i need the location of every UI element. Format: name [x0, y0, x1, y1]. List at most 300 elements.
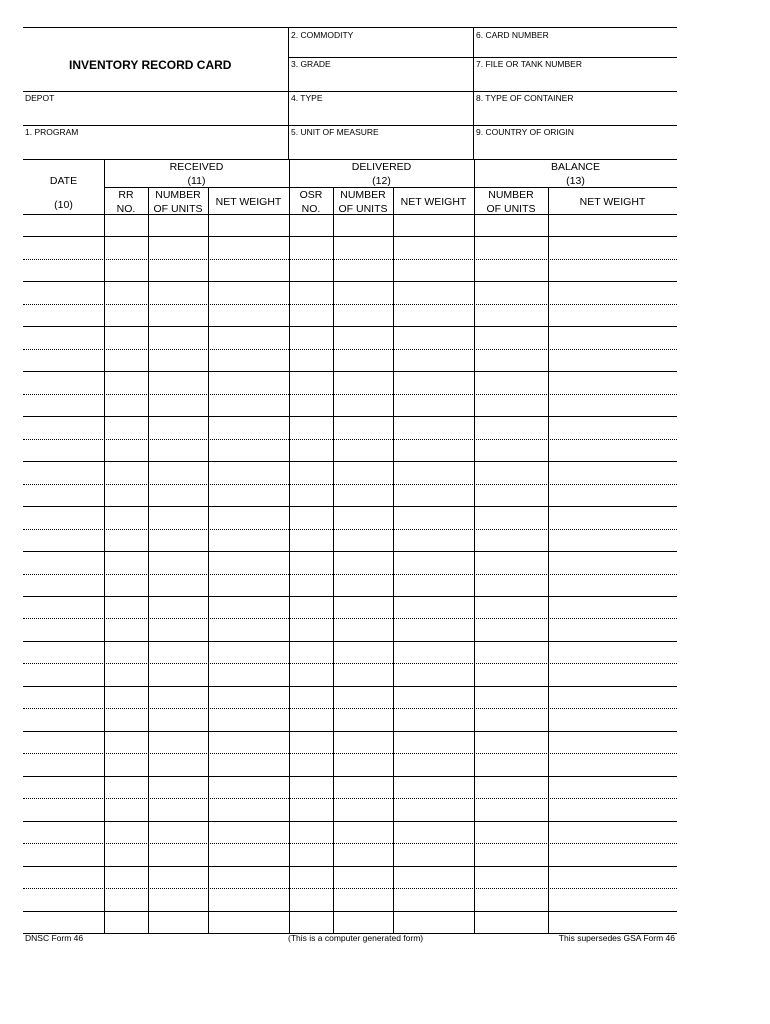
balance-units-cell[interactable]: [475, 642, 547, 662]
received-net-weight-cell[interactable]: [209, 732, 288, 752]
delivered-net-weight-cell[interactable]: [394, 642, 473, 662]
delivered-units-cell[interactable]: [334, 889, 392, 909]
balance-net-weight-cell[interactable]: [549, 282, 676, 302]
received-units-cell[interactable]: [149, 912, 207, 932]
date-cell[interactable]: [24, 575, 103, 595]
delivered-net-weight-cell[interactable]: [394, 530, 473, 550]
rr-no-cell[interactable]: [105, 350, 147, 370]
osr-no-cell[interactable]: [290, 642, 332, 662]
received-net-weight-cell[interactable]: [209, 485, 288, 505]
date-cell[interactable]: [24, 440, 103, 460]
date-cell[interactable]: [24, 619, 103, 639]
balance-net-weight-cell[interactable]: [549, 260, 676, 280]
delivered-net-weight-cell[interactable]: [394, 799, 473, 819]
rr-no-cell[interactable]: [105, 799, 147, 819]
rr-no-cell[interactable]: [105, 844, 147, 864]
header-rule-1: [288, 57, 677, 58]
delivered-units-cell[interactable]: [334, 867, 392, 887]
delivered-net-weight-cell[interactable]: [394, 822, 473, 842]
balance-units-cell[interactable]: [475, 552, 547, 572]
balance-net-weight-cell[interactable]: [549, 327, 676, 347]
delivered-net-weight-cell[interactable]: [394, 687, 473, 707]
balance-net-weight-cell[interactable]: [549, 754, 676, 774]
rr-no-cell[interactable]: [105, 867, 147, 887]
delivered-units-cell[interactable]: [334, 619, 392, 639]
received-units-cell[interactable]: [149, 822, 207, 842]
balance-net-weight-cell[interactable]: [549, 732, 676, 752]
received-net-weight-cell[interactable]: [209, 327, 288, 347]
date-cell[interactable]: [24, 485, 103, 505]
received-units-cell[interactable]: [149, 642, 207, 662]
rr-no-cell[interactable]: [105, 687, 147, 707]
date-cell[interactable]: [24, 912, 103, 932]
balance-units-cell[interactable]: [475, 327, 547, 347]
delivered-net-weight-cell[interactable]: [394, 395, 473, 415]
received-net-weight-cell[interactable]: [209, 215, 288, 235]
delivered-units-cell[interactable]: [334, 799, 392, 819]
rr-no-cell[interactable]: [105, 912, 147, 932]
balance-net-weight-cell[interactable]: [549, 350, 676, 370]
received-net-weight-cell[interactable]: [209, 575, 288, 595]
delivered-units-cell[interactable]: [334, 305, 392, 325]
delivered-net-weight-cell[interactable]: [394, 485, 473, 505]
balance-net-weight-cell[interactable]: [549, 619, 676, 639]
delivered-units-cell[interactable]: [334, 485, 392, 505]
osr-no-cell[interactable]: [290, 350, 332, 370]
delivered-units-cell[interactable]: [334, 282, 392, 302]
balance-net-weight-cell[interactable]: [549, 462, 676, 482]
received-units-cell[interactable]: [149, 327, 207, 347]
received-net-weight-cell[interactable]: [209, 664, 288, 684]
received-net-weight-cell[interactable]: [209, 530, 288, 550]
delivered-units-cell[interactable]: [334, 844, 392, 864]
received-units-cell[interactable]: [149, 350, 207, 370]
rr-no-cell[interactable]: [105, 822, 147, 842]
balance-units-cell[interactable]: [475, 912, 547, 932]
received-units-cell[interactable]: [149, 215, 207, 235]
delivered-net-weight-cell[interactable]: [394, 215, 473, 235]
balance-net-weight-cell[interactable]: [549, 642, 676, 662]
balance-units-cell[interactable]: [475, 867, 547, 887]
osr-no-cell[interactable]: [290, 619, 332, 639]
received-units-cell[interactable]: [149, 395, 207, 415]
osr-no-cell[interactable]: [290, 844, 332, 864]
unit-of-measure-label: 5. UNIT OF MEASURE: [291, 127, 379, 137]
received-net-weight-cell[interactable]: [209, 462, 288, 482]
rr-no-cell[interactable]: [105, 777, 147, 797]
delivered-net-weight-cell[interactable]: [394, 372, 473, 392]
osr-no-cell[interactable]: [290, 687, 332, 707]
balance-units-cell[interactable]: [475, 372, 547, 392]
delivered-net-weight-cell[interactable]: [394, 619, 473, 639]
received-net-weight-cell[interactable]: [209, 619, 288, 639]
balance-net-weight-cell[interactable]: [549, 867, 676, 887]
osr-no-cell[interactable]: [290, 305, 332, 325]
osr-no-cell[interactable]: [290, 282, 332, 302]
balance-units-cell[interactable]: [475, 799, 547, 819]
received-net-weight-cell[interactable]: [209, 440, 288, 460]
balance-column-number: (13): [566, 175, 585, 187]
delivered-net-weight-cell[interactable]: [394, 844, 473, 864]
balance-units-cell[interactable]: [475, 575, 547, 595]
rr-no-cell[interactable]: [105, 305, 147, 325]
osr-no-cell[interactable]: [290, 732, 332, 752]
received-units-cell[interactable]: [149, 237, 207, 257]
balance-units-cell[interactable]: [475, 440, 547, 460]
delivered-net-weight-cell[interactable]: [394, 552, 473, 572]
rr-no-cell[interactable]: [105, 440, 147, 460]
balance-units-cell[interactable]: [475, 777, 547, 797]
delivered-net-weight-cell[interactable]: [394, 417, 473, 437]
date-cell[interactable]: [24, 462, 103, 482]
rr-no-cell[interactable]: [105, 237, 147, 257]
osr-no-cell[interactable]: [290, 754, 332, 774]
rr-no-cell[interactable]: [105, 417, 147, 437]
balance-net-weight-cell[interactable]: [549, 237, 676, 257]
balance-units-cell[interactable]: [475, 530, 547, 550]
date-cell[interactable]: [24, 709, 103, 729]
received-units-cell[interactable]: [149, 732, 207, 752]
date-cell[interactable]: [24, 867, 103, 887]
received-net-weight-cell[interactable]: [209, 282, 288, 302]
osr-no-cell[interactable]: [290, 912, 332, 932]
delivered-units-cell[interactable]: [334, 327, 392, 347]
balance-units-cell[interactable]: [475, 462, 547, 482]
balance-units-cell[interactable]: [475, 687, 547, 707]
received-net-weight-cell[interactable]: [209, 822, 288, 842]
balance-net-weight-cell[interactable]: [549, 799, 676, 819]
delivered-units-cell[interactable]: [334, 350, 392, 370]
rr-header-line2: NO.: [116, 203, 136, 215]
delivered-units-cell[interactable]: [334, 530, 392, 550]
received-net-weight-cell[interactable]: [209, 417, 288, 437]
delivered-net-weight-cell[interactable]: [394, 709, 473, 729]
received-units-cell[interactable]: [149, 485, 207, 505]
date-cell[interactable]: [24, 282, 103, 302]
received-units-cell[interactable]: [149, 619, 207, 639]
date-cell[interactable]: [24, 237, 103, 257]
delivered-net-weight-cell[interactable]: [394, 440, 473, 460]
received-net-weight-cell[interactable]: [209, 642, 288, 662]
date-cell[interactable]: [24, 327, 103, 347]
rr-no-cell[interactable]: [105, 619, 147, 639]
date-cell[interactable]: [24, 822, 103, 842]
received-net-weight-cell[interactable]: [209, 687, 288, 707]
delivered-units-cell[interactable]: [334, 552, 392, 572]
received-net-weight-cell[interactable]: [209, 889, 288, 909]
delivered-net-weight-cell[interactable]: [394, 597, 473, 617]
osr-no-cell[interactable]: [290, 867, 332, 887]
rr-no-cell[interactable]: [105, 215, 147, 235]
rr-no-cell[interactable]: [105, 395, 147, 415]
osr-no-cell[interactable]: [290, 260, 332, 280]
balance-units-cell[interactable]: [475, 485, 547, 505]
received-net-weight-cell[interactable]: [209, 709, 288, 729]
balance-units-cell[interactable]: [475, 709, 547, 729]
date-cell[interactable]: [24, 754, 103, 774]
delivered-net-weight-cell[interactable]: [394, 237, 473, 257]
rr-no-cell[interactable]: [105, 507, 147, 527]
osr-no-cell[interactable]: [290, 777, 332, 797]
delivered-units-cell[interactable]: [334, 440, 392, 460]
balance-units-cell[interactable]: [475, 844, 547, 864]
osr-no-cell[interactable]: [290, 372, 332, 392]
rr-no-cell[interactable]: [105, 372, 147, 392]
date-cell[interactable]: [24, 395, 103, 415]
date-cell[interactable]: [24, 552, 103, 572]
received-net-weight-cell[interactable]: [209, 867, 288, 887]
delivered-header: DELIVERED: [351, 161, 412, 173]
rr-no-cell[interactable]: [105, 260, 147, 280]
delivered-units-cell[interactable]: [334, 237, 392, 257]
received-units-cell[interactable]: [149, 462, 207, 482]
osr-no-cell[interactable]: [290, 889, 332, 909]
rr-no-cell[interactable]: [105, 754, 147, 774]
balance-net-weight-cell[interactable]: [549, 777, 676, 797]
received-net-weight-cell[interactable]: [209, 507, 288, 527]
delivered-units-header-line1: NUMBER: [340, 189, 386, 201]
date-cell[interactable]: [24, 664, 103, 684]
received-net-weight-cell[interactable]: [209, 754, 288, 774]
rr-no-cell[interactable]: [105, 664, 147, 684]
delivered-net-weight-cell[interactable]: [394, 754, 473, 774]
received-net-weight-cell[interactable]: [209, 260, 288, 280]
date-cell[interactable]: [24, 889, 103, 909]
balance-net-weight-cell[interactable]: [549, 215, 676, 235]
delivered-net-weight-cell[interactable]: [394, 867, 473, 887]
received-net-weight-cell[interactable]: [209, 844, 288, 864]
osr-no-cell[interactable]: [290, 664, 332, 684]
osr-no-cell[interactable]: [290, 799, 332, 819]
received-units-cell[interactable]: [149, 282, 207, 302]
rr-no-cell[interactable]: [105, 552, 147, 572]
rr-no-cell[interactable]: [105, 709, 147, 729]
received-units-cell[interactable]: [149, 597, 207, 617]
delivered-units-cell[interactable]: [334, 215, 392, 235]
received-net-weight-cell[interactable]: [209, 597, 288, 617]
balance-net-weight-cell[interactable]: [549, 552, 676, 572]
balance-net-weight-cell[interactable]: [549, 305, 676, 325]
rr-no-cell[interactable]: [105, 462, 147, 482]
balance-units-cell[interactable]: [475, 237, 547, 257]
date-cell[interactable]: [24, 350, 103, 370]
balance-units-cell[interactable]: [475, 822, 547, 842]
balance-net-weight-cell[interactable]: [549, 440, 676, 460]
balance-units-cell[interactable]: [475, 732, 547, 752]
rr-no-cell[interactable]: [105, 889, 147, 909]
balance-units-cell[interactable]: [475, 395, 547, 415]
received-units-cell[interactable]: [149, 575, 207, 595]
osr-no-cell[interactable]: [290, 462, 332, 482]
delivered-units-cell[interactable]: [334, 260, 392, 280]
balance-net-weight-cell[interactable]: [549, 575, 676, 595]
balance-units-cell[interactable]: [475, 260, 547, 280]
delivered-units-cell[interactable]: [334, 642, 392, 662]
delivered-net-weight-cell[interactable]: [394, 575, 473, 595]
date-cell[interactable]: [24, 777, 103, 797]
delivered-net-weight-cell[interactable]: [394, 664, 473, 684]
balance-net-weight-cell[interactable]: [549, 709, 676, 729]
osr-no-cell[interactable]: [290, 417, 332, 437]
balance-units-cell[interactable]: [475, 889, 547, 909]
received-units-cell[interactable]: [149, 552, 207, 572]
received-header: RECEIVED: [169, 161, 224, 173]
received-net-weight-cell[interactable]: [209, 777, 288, 797]
delivered-units-cell[interactable]: [334, 372, 392, 392]
osr-no-cell[interactable]: [290, 575, 332, 595]
date-cell[interactable]: [24, 642, 103, 662]
delivered-units-cell[interactable]: [334, 777, 392, 797]
received-units-cell[interactable]: [149, 754, 207, 774]
rr-no-cell[interactable]: [105, 530, 147, 550]
balance-net-weight-cell[interactable]: [549, 597, 676, 617]
received-net-weight-cell[interactable]: [209, 237, 288, 257]
received-units-cell[interactable]: [149, 530, 207, 550]
delivered-units-cell[interactable]: [334, 395, 392, 415]
osr-no-cell[interactable]: [290, 709, 332, 729]
received-units-cell[interactable]: [149, 664, 207, 684]
balance-net-weight-cell[interactable]: [549, 912, 676, 932]
received-units-cell[interactable]: [149, 777, 207, 797]
received-net-weight-cell[interactable]: [209, 799, 288, 819]
received-units-cell[interactable]: [149, 417, 207, 437]
date-cell[interactable]: [24, 732, 103, 752]
date-cell[interactable]: [24, 597, 103, 617]
delivered-units-cell[interactable]: [334, 462, 392, 482]
inventory-record-card-form: [23, 27, 677, 943]
balance-net-weight-cell[interactable]: [549, 687, 676, 707]
delivered-net-weight-cell[interactable]: [394, 327, 473, 347]
osr-no-cell[interactable]: [290, 485, 332, 505]
balance-units-cell[interactable]: [475, 350, 547, 370]
delivered-units-cell[interactable]: [334, 507, 392, 527]
osr-no-cell[interactable]: [290, 215, 332, 235]
balance-units-cell[interactable]: [475, 282, 547, 302]
received-units-cell[interactable]: [149, 305, 207, 325]
balance-net-weight-cell[interactable]: [549, 844, 676, 864]
osr-no-cell[interactable]: [290, 395, 332, 415]
delivered-net-weight-cell[interactable]: [394, 462, 473, 482]
delivered-net-weight-cell[interactable]: [394, 912, 473, 932]
received-units-cell[interactable]: [149, 799, 207, 819]
balance-net-weight-cell[interactable]: [549, 889, 676, 909]
received-units-cell[interactable]: [149, 687, 207, 707]
osr-no-cell[interactable]: [290, 237, 332, 257]
date-cell[interactable]: [24, 215, 103, 235]
received-units-cell[interactable]: [149, 867, 207, 887]
date-cell[interactable]: [24, 844, 103, 864]
received-net-weight-header: NET WEIGHT: [215, 196, 282, 208]
balance-net-weight-cell[interactable]: [549, 417, 676, 437]
rr-no-cell[interactable]: [105, 327, 147, 347]
received-net-weight-cell[interactable]: [209, 305, 288, 325]
balance-units-cell[interactable]: [475, 507, 547, 527]
osr-no-cell[interactable]: [290, 530, 332, 550]
balance-net-weight-cell[interactable]: [549, 485, 676, 505]
file-or-tank-number-label: 7. FILE OR TANK NUMBER: [476, 59, 582, 69]
received-units-cell[interactable]: [149, 709, 207, 729]
delivered-units-cell[interactable]: [334, 732, 392, 752]
osr-no-cell[interactable]: [290, 440, 332, 460]
balance-units-cell[interactable]: [475, 215, 547, 235]
date-cell[interactable]: [24, 417, 103, 437]
delivered-net-weight-cell[interactable]: [394, 777, 473, 797]
received-net-weight-cell[interactable]: [209, 372, 288, 392]
osr-no-cell[interactable]: [290, 507, 332, 527]
received-net-weight-cell[interactable]: [209, 350, 288, 370]
received-net-weight-cell[interactable]: [209, 912, 288, 932]
delivered-units-cell[interactable]: [334, 754, 392, 774]
rr-no-cell[interactable]: [105, 485, 147, 505]
rr-no-cell[interactable]: [105, 282, 147, 302]
date-cell[interactable]: [24, 530, 103, 550]
delivered-net-weight-cell[interactable]: [394, 305, 473, 325]
delivered-net-weight-cell[interactable]: [394, 507, 473, 527]
delivered-net-weight-cell[interactable]: [394, 350, 473, 370]
balance-net-weight-cell[interactable]: [549, 395, 676, 415]
rr-no-cell[interactable]: [105, 732, 147, 752]
received-units-cell[interactable]: [149, 260, 207, 280]
received-units-cell[interactable]: [149, 889, 207, 909]
received-units-cell[interactable]: [149, 440, 207, 460]
osr-no-cell[interactable]: [290, 327, 332, 347]
balance-net-weight-cell[interactable]: [549, 507, 676, 527]
card-number-label: 6. CARD NUMBER: [476, 30, 549, 40]
rr-no-cell[interactable]: [105, 642, 147, 662]
delivered-units-cell[interactable]: [334, 709, 392, 729]
date-cell[interactable]: [24, 687, 103, 707]
date-cell[interactable]: [24, 799, 103, 819]
balance-net-weight-cell[interactable]: [549, 664, 676, 684]
delivered-net-weight-cell[interactable]: [394, 282, 473, 302]
date-cell[interactable]: [24, 507, 103, 527]
received-units-cell[interactable]: [149, 507, 207, 527]
delivered-net-weight-cell[interactable]: [394, 260, 473, 280]
balance-net-weight-cell[interactable]: [549, 822, 676, 842]
rr-no-cell[interactable]: [105, 575, 147, 595]
received-units-cell[interactable]: [149, 844, 207, 864]
osr-no-cell[interactable]: [290, 552, 332, 572]
delivered-units-cell[interactable]: [334, 417, 392, 437]
balance-units-cell[interactable]: [475, 417, 547, 437]
date-cell[interactable]: [24, 260, 103, 280]
header-divider-1: [288, 27, 289, 159]
date-cell[interactable]: [24, 372, 103, 392]
delivered-units-cell[interactable]: [334, 912, 392, 932]
delivered-units-cell[interactable]: [334, 687, 392, 707]
osr-no-cell[interactable]: [290, 597, 332, 617]
delivered-net-weight-cell[interactable]: [394, 732, 473, 752]
rr-no-cell[interactable]: [105, 597, 147, 617]
balance-units-cell[interactable]: [475, 305, 547, 325]
balance-net-weight-cell[interactable]: [549, 530, 676, 550]
received-units-cell[interactable]: [149, 372, 207, 392]
delivered-units-cell[interactable]: [334, 575, 392, 595]
date-cell[interactable]: [24, 305, 103, 325]
balance-units-cell[interactable]: [475, 597, 547, 617]
osr-no-cell[interactable]: [290, 822, 332, 842]
delivered-units-cell[interactable]: [334, 822, 392, 842]
balance-net-weight-cell[interactable]: [549, 372, 676, 392]
balance-units-cell[interactable]: [475, 664, 547, 684]
delivered-units-cell[interactable]: [334, 664, 392, 684]
balance-units-cell[interactable]: [475, 754, 547, 774]
delivered-units-cell[interactable]: [334, 597, 392, 617]
delivered-net-weight-cell[interactable]: [394, 889, 473, 909]
balance-units-cell[interactable]: [475, 619, 547, 639]
received-net-weight-cell[interactable]: [209, 552, 288, 572]
received-net-weight-cell[interactable]: [209, 395, 288, 415]
